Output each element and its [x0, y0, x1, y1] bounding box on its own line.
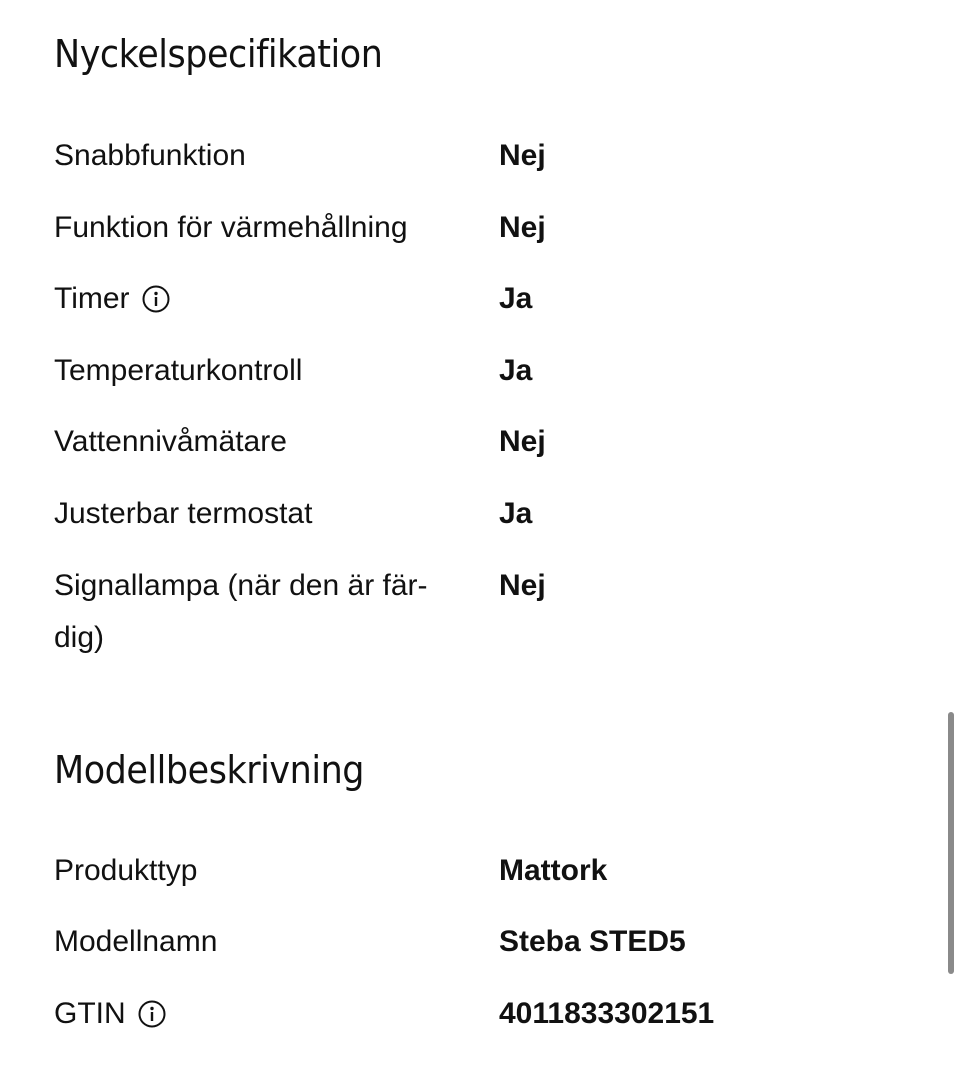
info-icon[interactable]: [142, 285, 170, 313]
spec-value: Ja: [499, 282, 533, 315]
spec-label-container: [54, 273, 499, 325]
spec-value: Mattork: [499, 854, 608, 887]
spec-value: Nej: [499, 211, 546, 244]
spec-label: Timer: [54, 282, 130, 315]
spec-value: Nej: [499, 139, 546, 172]
spec-row-product-type: [54, 845, 874, 897]
spec-value: Steba STED5: [499, 925, 686, 958]
spec-label: Modellnamn: [54, 925, 218, 958]
spec-label: Snabbfunktion: [54, 139, 246, 172]
spec-value: Ja: [499, 354, 533, 387]
spec-value: Ja: [499, 497, 533, 530]
spec-label: Temperaturkontroll: [54, 354, 303, 387]
spec-row-adjustable-thermostat: [54, 488, 874, 540]
spec-row-water-level-gauge: [54, 416, 874, 468]
spec-row-gtin: [54, 988, 874, 1040]
spec-label: Signallampa (när den är fär-dig): [54, 569, 428, 654]
spec-row-signal-lamp: [54, 560, 874, 664]
spec-label: Vattennivåmätare: [54, 425, 287, 458]
section-title-model: Modellbeskrivning: [54, 748, 365, 792]
spec-label: GTIN: [54, 997, 126, 1030]
spec-value: 4011833302151: [499, 997, 715, 1030]
vertical-scrollbar[interactable]: [948, 712, 954, 974]
spec-row-timer: [54, 273, 874, 325]
spec-row-quick-function: [54, 130, 874, 182]
spec-row-keep-warm: [54, 202, 874, 254]
section-title-key-spec: Nyckelspecifikation: [54, 32, 383, 76]
spec-label: Funktion för värmehållning: [54, 211, 408, 244]
spec-value: Nej: [499, 569, 546, 602]
spec-value: Nej: [499, 425, 546, 458]
spec-label: Produkttyp: [54, 854, 198, 887]
spec-label: Justerbar termostat: [54, 497, 313, 530]
spec-label-container: [54, 988, 499, 1040]
spec-row-model-name: [54, 916, 874, 968]
info-icon[interactable]: [138, 1000, 166, 1028]
spec-row-temperature-control: [54, 345, 874, 397]
